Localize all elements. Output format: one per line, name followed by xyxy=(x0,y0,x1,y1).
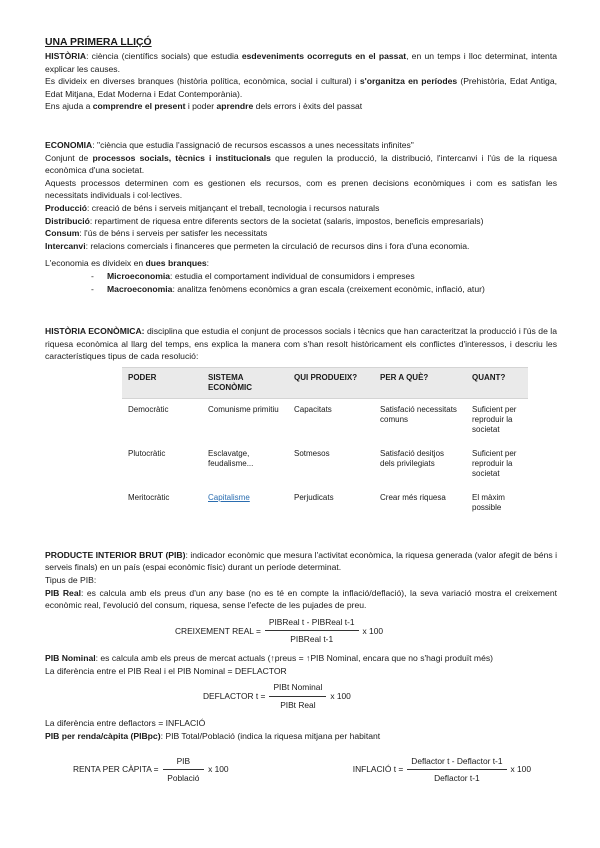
table-cell: Satisfació necessitats comuns xyxy=(380,404,457,424)
inflacio-formula: INFLACIÓ t = $\frac{\text{Deflactor t - Deflactor t-1}}{\text{Deflactor t-1}}$ x 100 xyxy=(352,755,531,784)
table-cell: Satisfació desitjos dels privilegiats xyxy=(380,448,445,468)
inflacio-intro: La diferència entre deflactors = INFLACIÓ xyxy=(45,718,206,729)
economia-processes-detail: Aquests processos determinen com es gestionen els recursos, com es prenen decisions econòmiques i com es satisfan les necessitats individuals i col·lectives. xyxy=(45,177,557,201)
table-row xyxy=(122,398,528,443)
economia-processes: Conjunt de processos socials, tècnics i institucionals que regulen la producció, la distribució, l'intercanvi i l'ús de la riquesa econòmica d'una societat. xyxy=(45,152,557,176)
pib-definition: PRODUCTE INTERIOR BRUT (PIB): indicador econòmic que mesura l'activitat econòmica, la riquesa generada (valor afegit de béns i serveis finals) en un país (espai econòmic físic) durant un període determinat. xyxy=(45,549,557,573)
pib-types-label: Tipus de PIB: xyxy=(45,575,97,586)
historia-economica-definition: HISTÒRIA ECONÒMICA: disciplina que estudia el conjunt de processos socials i tècnics que han caracteritzat la producció i l'ús de la riquesa econòmica al llarg del temps, ens explica la manera com s'han resolt històricament els conflictes d'interessos, i descriu les característiques tipus de cada resolució: xyxy=(45,326,557,362)
renta-per-capita-formula: RENTA PER CÀPITA = $\frac{\text{PIB}}{\text{Població}}$ x 100 xyxy=(73,755,229,784)
deflactor-formula: DEFLACTOR t = $\frac{\text{PIBt Nominal}}{\text{PIBt Real}}$ x 100 xyxy=(203,682,351,710)
table-header-row xyxy=(122,367,528,398)
document-page xyxy=(45,36,557,785)
header-poder: PODER xyxy=(122,367,202,398)
table-cell: Crear més riquesa xyxy=(380,492,446,502)
table-cell: Democràtic xyxy=(128,404,169,414)
header-per-a-que: PER A QUÈ? xyxy=(374,367,466,398)
economia-branches-intro: L'economia es divideix en dues branques: xyxy=(45,258,210,269)
deflactor-intro: La diferència entre el PIB Real i el PIB Nominal = DEFLACTOR xyxy=(45,665,287,676)
intercanvi-definition: Intercanvi: relacions comercials i financeres que permeten la circulació de recursos dins i fora d'una economia. xyxy=(45,240,470,251)
pib-nominal-definition: PIB Nominal: es calcula amb els preus de mercat actuals (↑preus = ↑PIB Nominal, encara que no s'hagi produït més) xyxy=(45,653,494,664)
table-cell: Esclavatge, feudalisme... xyxy=(208,448,254,468)
pib-real-definition: PIB Real: es calcula amb els preus d'un any base (no es té en compte la inflació/deflació), la seva variació mostra el creixement econòmic real, l'evolució del consum, riquesa, sense l'efecte de les pujades de preu. xyxy=(45,587,557,611)
header-qui-produeix: QUI PRODUEIX? xyxy=(288,367,374,398)
distribucio-definition: Distribució: repartiment de riquesa entre diferents sectors de la societat (salaris, impostos, beneficis empresarials) xyxy=(45,215,484,226)
capitalisme-link[interactable]: Capitalisme xyxy=(208,492,250,502)
consum-definition: Consum: l'ús de béns i serveis per satisfer les necessitats xyxy=(45,228,268,239)
historia-definition: HISTÒRIA: ciència (científics socials) que estudia esdeveniments ocorreguts en el passat, en un temps i lloc determinat, intenta explicar les causes. xyxy=(45,51,557,74)
table-cell: Comunisme primitiu xyxy=(208,404,279,414)
table-cell: Suficient per reproduir la societat xyxy=(472,448,517,478)
creixement-real-formula: CREIXEMENT REAL = $\frac{\text{PIBReal t - PIBReal t-1}}{\text{PIBReal t-1}}$ x 100 xyxy=(175,616,384,645)
economia-definition: ECONOMIA: "ciència que estudia l'assignació de recursos escassos a unes necessitats infinites" xyxy=(45,139,414,150)
table-cell: Meritocràtic xyxy=(128,492,170,502)
economic-systems-table xyxy=(122,367,528,521)
historia-branches: Es divideix en diverses branques (història política, econòmica, social i cultural) i s'organitza en períodes (Prehistòria, Edat Antiga, Edat Mitjana, Edat Moderna i Edat Contemporània). xyxy=(45,76,558,99)
table-row xyxy=(122,487,528,521)
table-cell: Capacitats xyxy=(294,404,332,414)
header-sistema: SISTEMA ECONÒMIC xyxy=(202,367,288,398)
header-quant: QUANT? xyxy=(466,367,528,398)
historia-purpose: Ens ajuda a comprendre el present i poder aprendre dels errors i èxits del passat xyxy=(45,101,363,112)
section-title: UNA PRIMERA LLIÇÓ xyxy=(45,37,152,48)
produccio-definition: Producció: creació de béns i serveis mitjançant el treball, tecnologia i recursos naturals xyxy=(45,202,380,213)
table-cell: Plutocràtic xyxy=(128,448,166,458)
table-cell: Sotmesos xyxy=(294,448,330,458)
table-cell: El màxim possible xyxy=(472,492,505,512)
list-item: - Macroeconomia: analitza fenòmens econòmics a gran escala (creixement econòmic, inflació, atur) xyxy=(91,283,557,296)
list-item: - Microeconomia: estudia el comportament individual de consumidors i empreses xyxy=(91,270,557,283)
table-cell: Perjudicats xyxy=(294,492,334,502)
table-row xyxy=(122,443,528,487)
branches-list xyxy=(45,270,557,295)
table-cell: Suficient per reproduir la societat xyxy=(472,404,517,434)
pibpc-definition: PIB per renda/càpita (PIBpc): PIB Total/Població (indica la riquesa mitjana per habitant xyxy=(45,731,381,741)
